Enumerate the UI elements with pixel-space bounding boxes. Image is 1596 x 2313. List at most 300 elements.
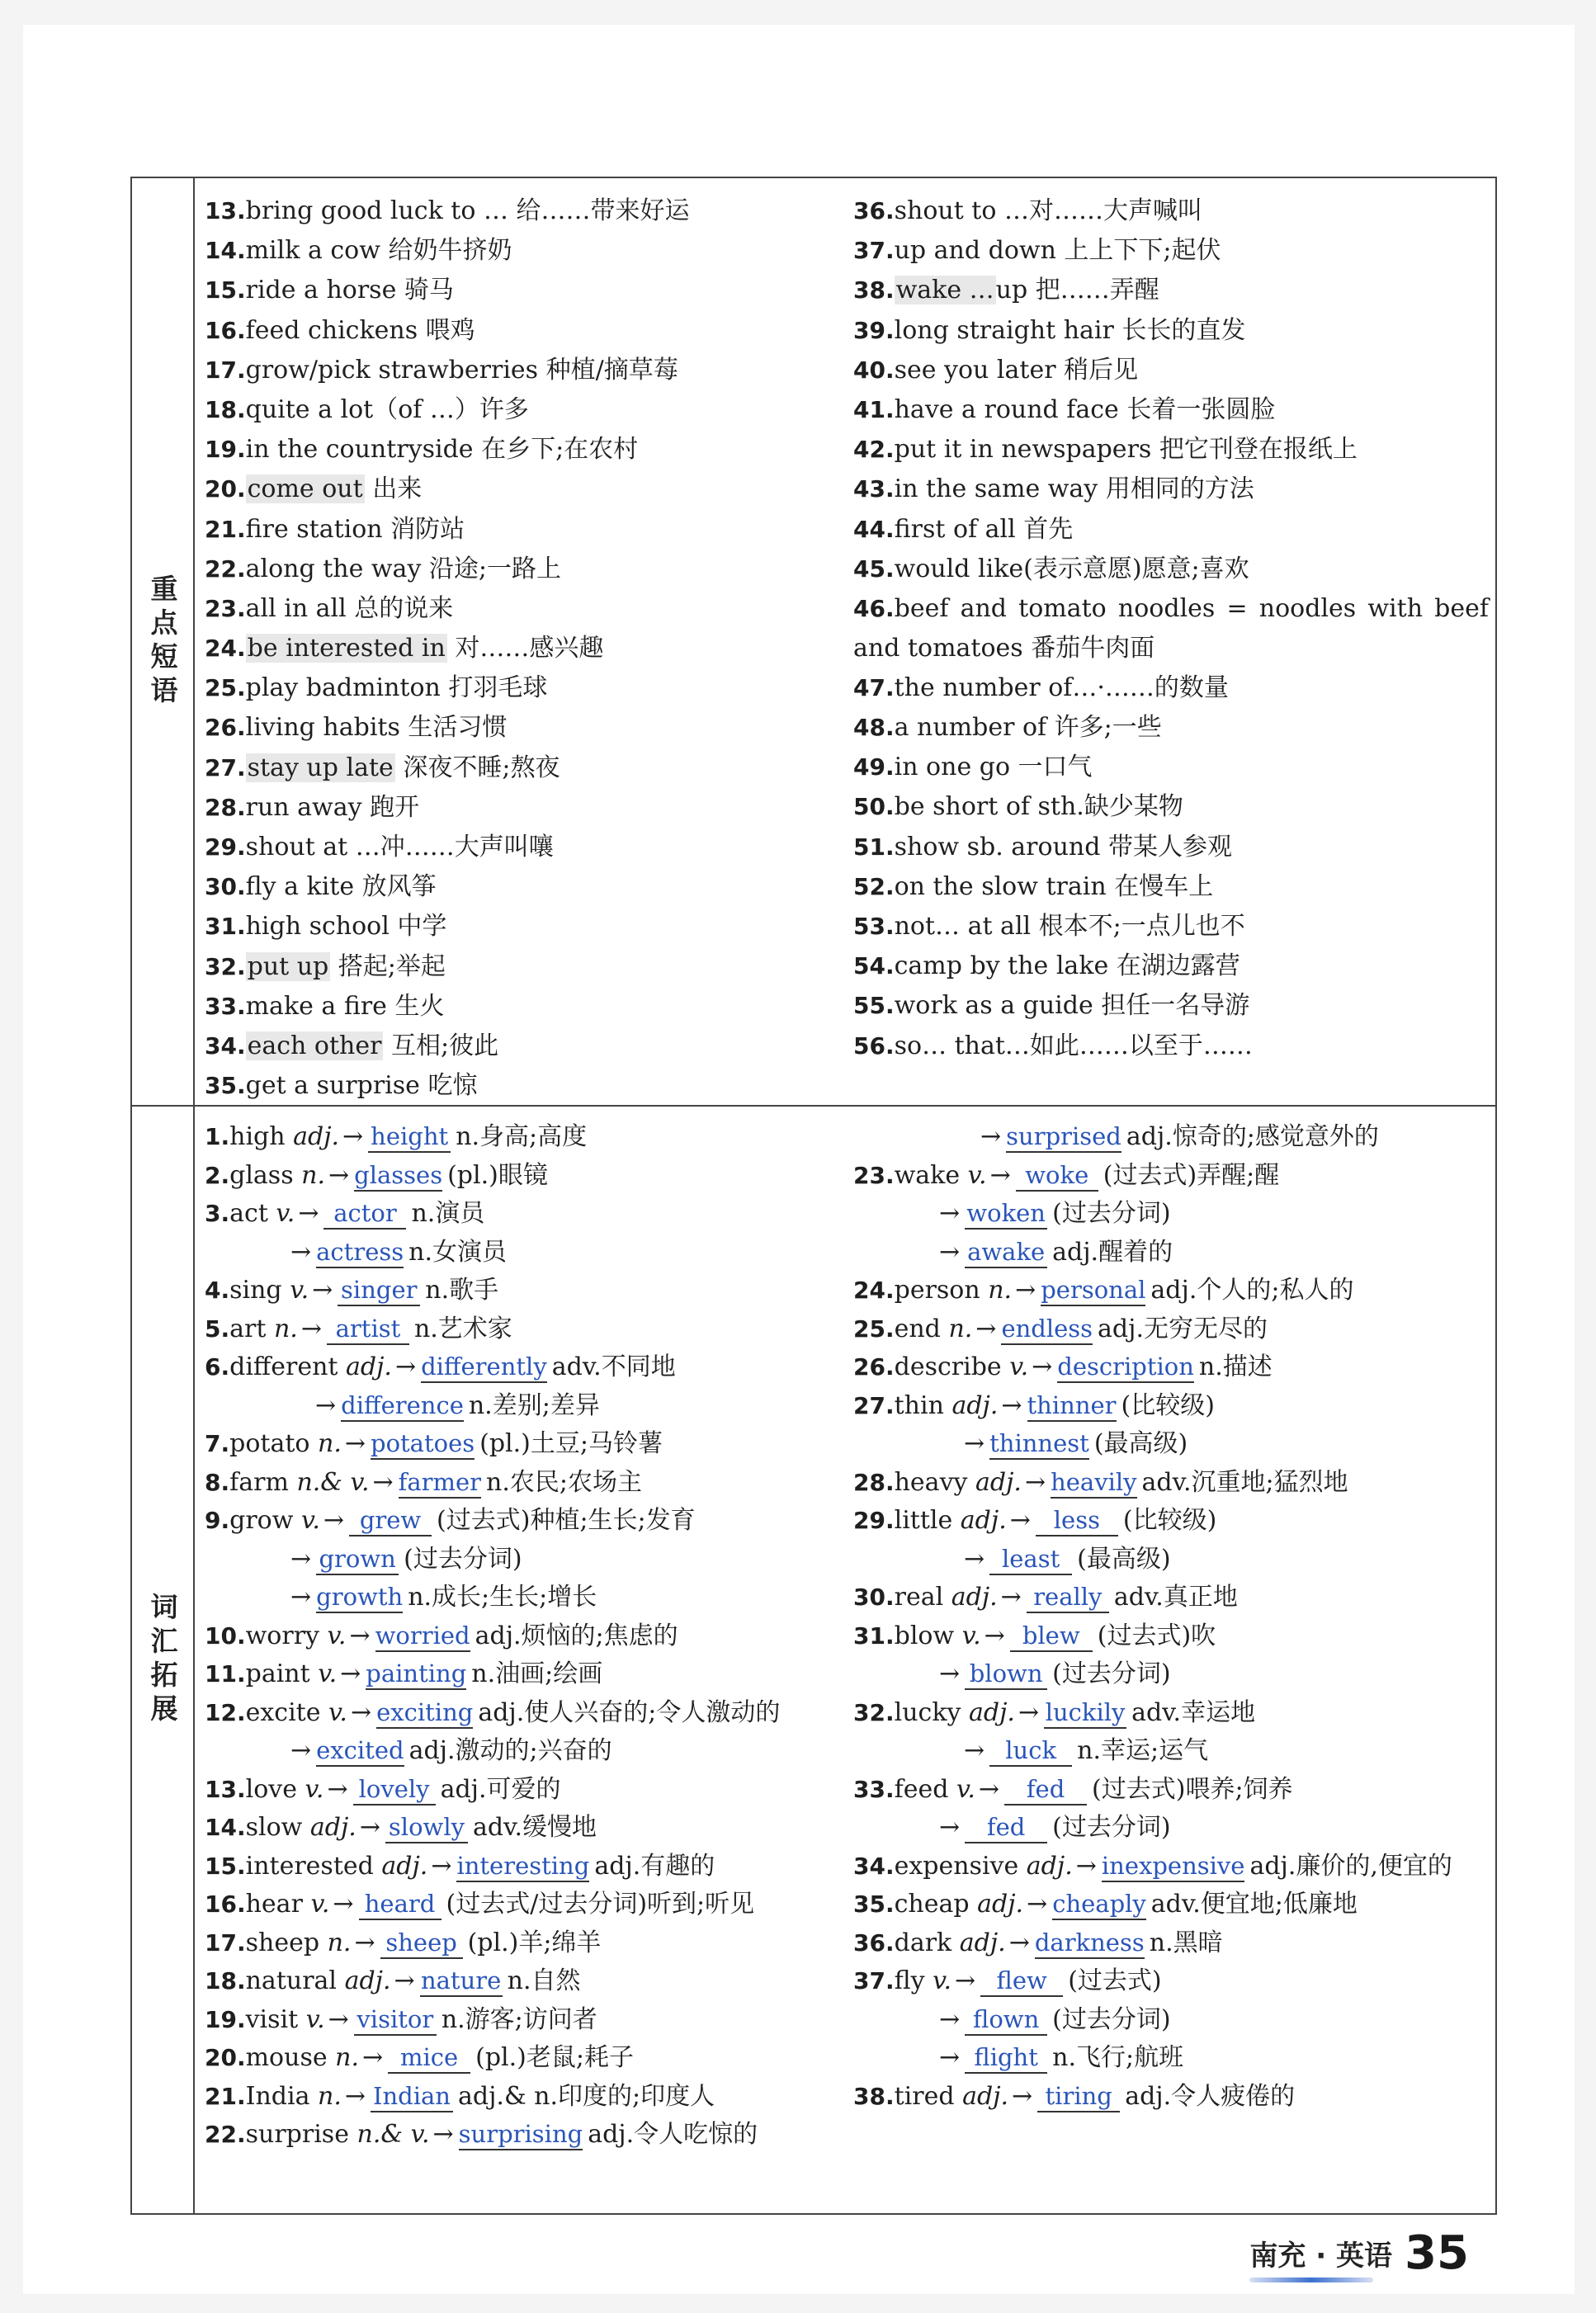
phrase-text: so… that…如此……以至于…… (894, 1031, 1253, 1060)
phrase-text: work as a guide 担任一名导游 (894, 991, 1250, 1021)
vocab-item (205, 2116, 865, 2155)
vocab-item (853, 1387, 1494, 1426)
item-number: 36. (853, 197, 895, 224)
arrow-icon: → (290, 1544, 312, 1574)
item-number: 49. (853, 753, 895, 781)
phrase-item (853, 787, 1489, 827)
item-number: 35. (853, 1891, 895, 1918)
phrase-item (205, 629, 840, 668)
arrow-icon: → (1075, 1851, 1097, 1881)
answer-blank: flown (965, 2004, 1047, 2036)
definition: adj.烦恼的;焦虑的 (475, 1621, 678, 1650)
phrase-item (853, 271, 1489, 310)
item-number: 22. (205, 555, 246, 583)
part-of-speech: adj. (962, 2081, 1009, 2111)
phrase-text: living habits 生活习惯 (245, 713, 508, 743)
phrase-text: 对……感兴趣 (446, 634, 604, 663)
arrow-icon: → (394, 1966, 415, 1995)
item-number: 40. (853, 356, 895, 384)
part-of-speech: v. (276, 1199, 295, 1228)
item-number: 26. (853, 1353, 895, 1381)
vocab-item (853, 1464, 1494, 1503)
phrase-item (853, 510, 1489, 550)
phrase-item (205, 867, 840, 907)
definition: n.农民;农场主 (486, 1467, 643, 1497)
phrase-text: milk a cow 给奶牛挤奶 (245, 236, 512, 266)
vocab-item (205, 1809, 865, 1848)
vocab-item (853, 1579, 1494, 1617)
vocab-item (853, 1848, 1494, 1886)
arrow-icon: → (328, 1160, 350, 1190)
part-of-speech: v. (956, 1774, 975, 1804)
item-number: 13. (205, 197, 246, 224)
item-number: 31. (205, 913, 246, 941)
part-of-speech: adj. (951, 1390, 999, 1420)
item-number: 31. (853, 1621, 895, 1650)
part-of-speech: v. (961, 1621, 981, 1650)
definition: (pl.)老鼠;耗子 (475, 2043, 634, 2072)
answer-blank: thinner (1027, 1390, 1117, 1422)
phrase-text: in the countryside 在乡下;在农村 (245, 435, 639, 465)
arrow-icon: → (939, 1659, 961, 1688)
base-word: end (894, 1314, 949, 1343)
item-number: 3. (205, 1200, 230, 1227)
arrow-icon: → (298, 1199, 319, 1228)
phrase-text: feed chickens 喂鸡 (245, 315, 475, 345)
part-of-speech: adj. (975, 1467, 1022, 1497)
part-of-speech: adj. (960, 1506, 1007, 1535)
vocab-item (205, 1387, 865, 1426)
phrase-item (853, 589, 1489, 668)
item-number: 37. (853, 237, 895, 265)
base-word: cheap (894, 1890, 978, 1919)
phrase-item (205, 271, 840, 310)
page (23, 25, 1575, 2294)
arrow-icon: → (342, 1122, 364, 1151)
definition: adj.无穷无尽的 (1098, 1314, 1268, 1343)
vocab-item (853, 1502, 1494, 1541)
item-number: 21. (205, 515, 246, 543)
arrow-icon: → (980, 1122, 1002, 1151)
item-number: 14. (205, 237, 246, 265)
arrow-icon: → (290, 1736, 312, 1765)
part-of-speech: n. (335, 2043, 359, 2072)
item-number: 24. (853, 1277, 895, 1304)
arrow-icon: → (989, 1160, 1011, 1190)
arrow-icon: → (964, 1544, 985, 1574)
part-of-speech: adj. (293, 1122, 340, 1151)
item-number: 19. (205, 436, 246, 464)
part-of-speech: adj. (381, 1851, 428, 1881)
base-word: wake (894, 1160, 968, 1190)
phrase-item (205, 828, 840, 867)
arrow-icon: → (394, 1352, 417, 1381)
arrow-icon: → (1018, 1697, 1040, 1727)
arrow-icon: → (340, 1659, 361, 1688)
base-word: natural (245, 1966, 345, 1995)
arrow-icon: → (361, 2043, 384, 2072)
definition: adj.有趣的 (594, 1851, 715, 1881)
vocab-item (205, 2001, 865, 2040)
item-number: 45. (853, 555, 895, 583)
phrase-item (205, 947, 840, 987)
definition: n.幸运;运气 (1077, 1736, 1209, 1765)
answer-blank: inexpensive (1102, 1851, 1245, 1882)
base-word: high (229, 1122, 294, 1151)
item-number: 9. (205, 1507, 230, 1534)
part-of-speech: adj. (977, 1890, 1024, 1919)
phrase-item (853, 668, 1489, 708)
item-number: 47. (853, 673, 895, 701)
base-word: little (894, 1506, 961, 1535)
answer-blank: mice (388, 2042, 470, 2074)
vocab-item (853, 1886, 1494, 1924)
item-number: 18. (205, 1967, 246, 1994)
phrase-text: grow/pick strawberries 种植/摘草莓 (245, 355, 678, 385)
footer-underline (1249, 2278, 1373, 2282)
definition: adj.惊奇的;感觉意外的 (1126, 1122, 1379, 1151)
phrase-text: have a round face 长着一张圆脸 (894, 394, 1276, 424)
answer-blank: farmer (399, 1467, 481, 1499)
answer-blank: height (368, 1121, 451, 1153)
phrase-item (853, 867, 1489, 907)
phrase-item (205, 390, 840, 430)
item-number: 24. (205, 635, 246, 663)
item-number: 32. (205, 952, 246, 980)
arrow-icon: → (431, 1851, 452, 1881)
highlighted-phrase: be interested in (247, 634, 446, 663)
item-number: 7. (205, 1430, 230, 1457)
phrase-item (853, 311, 1489, 351)
item-number: 37. (853, 1967, 895, 1994)
definition: n.演员 (411, 1199, 485, 1228)
item-number: 46. (853, 594, 895, 622)
definition: (过去式)弄醒;醒 (1103, 1160, 1280, 1190)
answer-blank: glasses (354, 1160, 442, 1192)
item-number: 43. (853, 475, 895, 503)
arrow-icon: → (1012, 2081, 1033, 2111)
phrase-text: shout at …冲……大声叫嚷 (245, 833, 554, 861)
item-number: 20. (205, 475, 246, 503)
vocab-item (205, 1848, 865, 1886)
answer-blank: blew (1010, 1621, 1093, 1652)
arrow-icon: → (1000, 1583, 1022, 1612)
item-number: 8. (205, 1468, 230, 1496)
item-number: 38. (853, 276, 895, 304)
arrow-icon: → (1024, 1467, 1046, 1497)
base-word: grow (229, 1506, 301, 1535)
phrase-item (205, 987, 840, 1027)
definition: (过去分词) (404, 1544, 522, 1574)
item-number: 21. (205, 2082, 246, 2110)
part-of-speech: v. (290, 1276, 309, 1305)
vocab-item (853, 1157, 1494, 1196)
definition: n.游客;访问者 (441, 2004, 597, 2034)
phrase-text: run away 跑开 (245, 792, 420, 822)
vocab-item (205, 1541, 865, 1579)
answer-blank: description (1057, 1352, 1194, 1383)
base-word: fly (894, 1966, 933, 1995)
arrow-icon: → (939, 1199, 961, 1228)
definition: adv.真正地 (1113, 1583, 1238, 1612)
vocab-item (205, 1655, 865, 1694)
vocab-item (205, 1502, 865, 1541)
item-number: 14. (205, 1814, 246, 1841)
phrase-item (205, 351, 840, 390)
vocab-item (853, 1655, 1494, 1694)
answer-blank: grown (316, 1544, 399, 1575)
arrow-icon: → (939, 2043, 961, 2072)
part-of-speech: n. (327, 1928, 352, 1957)
phrases-column-right (853, 191, 1489, 1066)
definition: adj.令人疲倦的 (1125, 2081, 1296, 2111)
part-of-speech: n. (273, 1314, 298, 1343)
phrase-text: put it in newspapers 把它刊登在报纸上 (894, 435, 1358, 465)
part-of-speech: v. (318, 1659, 338, 1688)
part-of-speech: n. (988, 1276, 1013, 1305)
item-number: 30. (205, 873, 246, 901)
phrase-item (205, 470, 840, 509)
phrase-text: be short of sth.缺少某物 (894, 792, 1183, 822)
arrow-icon: → (312, 1276, 333, 1305)
definition: adv.幸运地 (1131, 1697, 1256, 1727)
vocab-item (205, 1579, 865, 1617)
vocab-column-right (853, 1118, 1494, 2116)
part-of-speech: v. (310, 1890, 330, 1919)
base-word: hear (245, 1890, 311, 1919)
phrase-text: on the slow train 在慢车上 (894, 871, 1214, 901)
vocab-item (205, 1195, 865, 1234)
answer-blank: cheaply (1052, 1889, 1146, 1920)
arrow-icon: → (328, 2004, 349, 2034)
answer-blank: woken (965, 1198, 1047, 1230)
vocab-item (853, 1924, 1494, 1963)
base-word: excite (245, 1697, 329, 1727)
item-number: 52. (853, 872, 895, 900)
answer-blank: grew (349, 1505, 432, 1536)
part-of-speech: v. (933, 1966, 952, 1995)
definition: (pl.)眼镜 (447, 1160, 548, 1190)
item-number: 55. (853, 992, 895, 1020)
arrow-icon: → (432, 2120, 454, 2149)
part-of-speech: n. (948, 1314, 973, 1343)
item-number: 50. (853, 793, 895, 821)
phrase-item (853, 351, 1489, 390)
item-number: 33. (853, 1775, 895, 1803)
phrase-text: would like(表示意愿)愿意;喜欢 (894, 554, 1249, 583)
phrase-item (205, 708, 840, 748)
arrow-icon: → (290, 1583, 312, 1612)
part-of-speech: v. (300, 1506, 320, 1535)
arrow-icon: → (315, 1390, 337, 1420)
highlighted-phrase: each other (247, 1031, 382, 1060)
page-footer (1249, 2226, 1469, 2280)
item-number: 20. (205, 2044, 246, 2071)
highlighted-phrase: come out (247, 474, 363, 504)
item-number: 16. (205, 316, 246, 344)
vocab-section (132, 1107, 1495, 2213)
phrase-text: first of all 首先 (894, 514, 1074, 544)
definition: adj.个人的;私人的 (1150, 1276, 1354, 1305)
arrow-icon: → (300, 1314, 322, 1343)
vocab-item (205, 1694, 865, 1733)
phrase-text: shout to …对……大声喊叫 (894, 196, 1202, 225)
base-word: slow (245, 1813, 310, 1842)
phrase-text: 出来 (364, 474, 423, 504)
definition: adj.& n.印度的;印度人 (458, 2081, 715, 2111)
phrase-text: a number of 许多;一些 (894, 713, 1162, 743)
definition: (比较级) (1122, 1506, 1217, 1535)
item-number: 38. (853, 2082, 895, 2110)
base-word: worry (245, 1621, 328, 1650)
answer-blank: surprising (459, 2119, 583, 2150)
phrase-text: up 把……弄醒 (995, 276, 1159, 305)
highlighted-phrase: put up (247, 951, 329, 981)
phrase-text: 互相;彼此 (383, 1031, 499, 1060)
definition: adj.可爱的 (440, 1774, 561, 1804)
item-number: 32. (853, 1698, 895, 1726)
answer-blank: slowly (385, 1812, 468, 1843)
item-number: 27. (853, 1391, 895, 1419)
definition: n.女演员 (408, 1237, 507, 1267)
vocab-item (205, 1157, 865, 1196)
vocab-item (853, 1771, 1494, 1810)
item-number: 44. (853, 515, 895, 543)
phrase-item (205, 191, 840, 231)
definition: (过去式) (1068, 1966, 1162, 1995)
phrase-item (853, 907, 1489, 946)
answer-blank: flew (980, 1966, 1063, 1997)
phrase-item (853, 828, 1489, 867)
base-word: mouse (245, 2043, 336, 2072)
phrase-item (205, 788, 840, 828)
vocab-item (853, 1272, 1494, 1310)
phrase-item (205, 311, 840, 351)
vocab-item (205, 1464, 865, 1503)
arrow-icon: → (1032, 1352, 1053, 1381)
answer-blank: sheep (380, 1928, 463, 1959)
phrase-text: 搭起;举起 (330, 951, 446, 981)
phrase-item (853, 946, 1489, 986)
part-of-speech: v. (328, 1697, 347, 1727)
definition: adv.沉重地;猛烈地 (1141, 1467, 1348, 1497)
item-number: 39. (853, 316, 895, 344)
definition: (最高级) (1077, 1544, 1171, 1574)
answer-blank: excited (316, 1735, 404, 1767)
base-word: paint (245, 1659, 319, 1688)
item-number: 53. (853, 913, 895, 940)
part-of-speech: n.& v. (296, 1467, 370, 1497)
definition: (过去分词) (1052, 1199, 1171, 1228)
answer-blank: woke (1016, 1160, 1098, 1192)
item-number: 15. (205, 1852, 246, 1880)
part-of-speech: adj. (959, 1928, 1006, 1957)
base-word: tired (894, 2081, 963, 2111)
part-of-speech: adj. (969, 1697, 1015, 1727)
phrase-item (853, 550, 1489, 589)
definition: n.油画;绘画 (471, 1659, 603, 1688)
vocab-item (205, 1234, 865, 1272)
item-number: 29. (205, 833, 246, 861)
page-number: 35 (1405, 2226, 1469, 2280)
answer-blank: luckily (1044, 1697, 1126, 1729)
part-of-speech: adj. (344, 1966, 391, 1995)
answer-blank: visitor (354, 2004, 437, 2036)
vocab-item (853, 1195, 1494, 1234)
highlighted-phrase: wake … (895, 276, 994, 305)
base-word: sheep (245, 1928, 328, 1957)
answer-blank: luck (989, 1735, 1072, 1767)
item-number: 23. (205, 594, 246, 622)
part-of-speech: n. (301, 1160, 325, 1190)
answer-blank: heavily (1051, 1467, 1136, 1499)
base-word: feed (894, 1774, 956, 1804)
item-number: 29. (853, 1507, 895, 1534)
answer-blank: heard (359, 1889, 441, 1920)
arrow-icon: → (323, 1506, 345, 1535)
arrow-icon: → (359, 1813, 380, 1842)
arrow-icon: → (955, 1966, 976, 1995)
item-number: 18. (205, 395, 246, 423)
phrase-text: up and down 上上下下;起伏 (894, 236, 1221, 266)
vocab-item (205, 1617, 865, 1656)
part-of-speech: v. (305, 1774, 324, 1804)
item-number: 51. (853, 833, 895, 861)
answer-blank: painting (366, 1659, 466, 1690)
item-number: 17. (205, 1928, 246, 1957)
definition: (过去式)喂养;饲养 (1092, 1774, 1293, 1804)
definition: (过去分词) (1052, 1813, 1171, 1842)
definition: (过去式/过去分词)听到;听见 (446, 1890, 755, 1919)
answer-blank: least (989, 1544, 1072, 1575)
vocab-item (853, 1962, 1494, 2001)
phrase-text: fly a kite 放风筝 (245, 872, 437, 902)
phrase-text: fire station 消防站 (245, 514, 465, 544)
vocab-item (853, 1310, 1494, 1349)
item-number: 12. (205, 1698, 246, 1726)
definition: (最高级) (1093, 1429, 1188, 1458)
item-number: 6. (205, 1353, 230, 1381)
base-word: potato (229, 1429, 318, 1458)
section-label-cell (132, 178, 195, 1105)
definition: (pl.)土豆;马铃薯 (479, 1429, 663, 1458)
vocab-item (205, 1732, 865, 1771)
phrase-text: play badminton 打羽毛球 (245, 673, 548, 703)
arrow-icon: → (975, 1314, 997, 1343)
base-word: interested (245, 1851, 382, 1881)
definition: adv.便宜地;低廉地 (1150, 1890, 1358, 1919)
answer-blank: less (1036, 1505, 1118, 1536)
answer-blank: blown (965, 1659, 1047, 1690)
item-number: 11. (205, 1660, 246, 1688)
definition: (过去式)种植;生长;发育 (437, 1506, 696, 1535)
answer-blank: worried (375, 1621, 470, 1652)
definition: adj.激动的;兴奋的 (408, 1736, 612, 1765)
base-word: love (245, 1774, 305, 1804)
item-number: 28. (205, 793, 246, 821)
answer-blank: potatoes (371, 1428, 475, 1460)
item-number: 22. (205, 2121, 246, 2148)
base-word: farm (229, 1467, 297, 1497)
arrow-icon: → (939, 1237, 961, 1267)
vocab-item (853, 1617, 1494, 1656)
part-of-speech: adj. (951, 1583, 998, 1612)
answer-blank: really (1027, 1582, 1109, 1613)
phrases-column-left (205, 191, 840, 1106)
arrow-icon: → (333, 1890, 354, 1919)
base-word: different (229, 1352, 346, 1381)
vocab-item (853, 1234, 1494, 1272)
